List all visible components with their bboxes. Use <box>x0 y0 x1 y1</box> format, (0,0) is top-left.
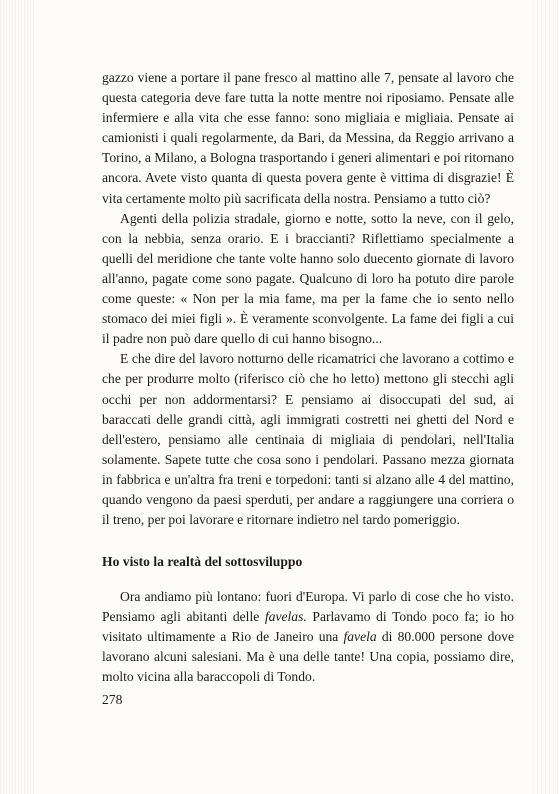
paragraph-4 <box>102 587 514 687</box>
paragraph-4-part-2: Parlavamo di Tondo poco fa; io ho visitato ultimamente a Rio de Janeiro una <box>102 609 514 645</box>
section-text <box>102 587 514 687</box>
italic-favelas: favelas. <box>264 609 307 625</box>
paragraph-1: gazzo viene a portare il pane fresco al mattino alle 7, pensate al lavoro che questa categoria deve fare tutta la notte mentre noi riposiamo. Pensate alle infermiere e alla vita che esse fanno: sono migliaia e migliaia. Pensate ai camionisti i quali regolarmente, da Bari, da Messina, da Reggio arrivano a Torino, a Milano, a Bologna trasportando i generi alimentari e poi ritornano ancora. Avete visto quanta di questa povera gente è vittima di disgrazie! È vita certamente molto più sacrificata della nostra. Pensiamo a tutto ciò? <box>102 70 514 206</box>
page-number: 278 <box>102 692 123 707</box>
italic-favela: favela <box>343 629 377 645</box>
page-edge-left <box>0 0 34 794</box>
page-edge-right <box>533 0 559 794</box>
paragraph-4-part-1: Ora andiamo più lontano: fuori d'Europa. Vi parlo di cose che ho visto. Pensiamo agli abitanti delle <box>102 589 514 625</box>
paragraph-2: Agenti della polizia stradale, giorno e notte, sotto la neve, con il gelo, con la nebbia, senza orario. E i braccianti? Riflettiamo specialmente a quelli del meridione che tante volte hanno solo duecento giornate di lavoro all'anno, pagate come sono pagate. Qualcuno di loro ha potuto dire parole come queste: « Non per la mia fame, ma per la fame che io sento nello stomaco dei miei figli ». È veramente sconvolgente. La fame dei figli a cui il padre non può dare quello di cui hanno bisogno... <box>102 210 514 347</box>
section-heading: Ho visto la realtà del sottosviluppo <box>102 554 303 569</box>
paragraph-3: E che dire del lavoro notturno delle ricamatrici che lavorano a cottimo e che per produrre molto (riferisco ciò che ho letto) mettono gli stecchi agli occhi per non addormentarsi? E pensiamo ai disoccupati del sud, ai baraccati delle grandi città, agli immigrati costretti nei ghetti del Nord e dell'estero, pensiamo alle centinaia di migliaia di pendolari, nell'Italia solamente. Sapete tutte che cosa sono i pendolari. Passano mezza giornata in fabbrica e un'altra fra treni e torpedoni: tanti si alzano alle 4 del mattino, quando vengono da paesi sperduti, per andare a raggiungere una corriera o il treno, per poi lavorare e ritornare indietro nel tardo pomeriggio. <box>102 351 514 528</box>
body-text <box>102 68 514 530</box>
paragraph-4-part-3: di 80.000 persone dove lavorano alcuni salesiani. Ma è una delle tante! Una copia, possiamo dire, molto vicina alla baraccopoli di Tondo. <box>102 629 514 685</box>
